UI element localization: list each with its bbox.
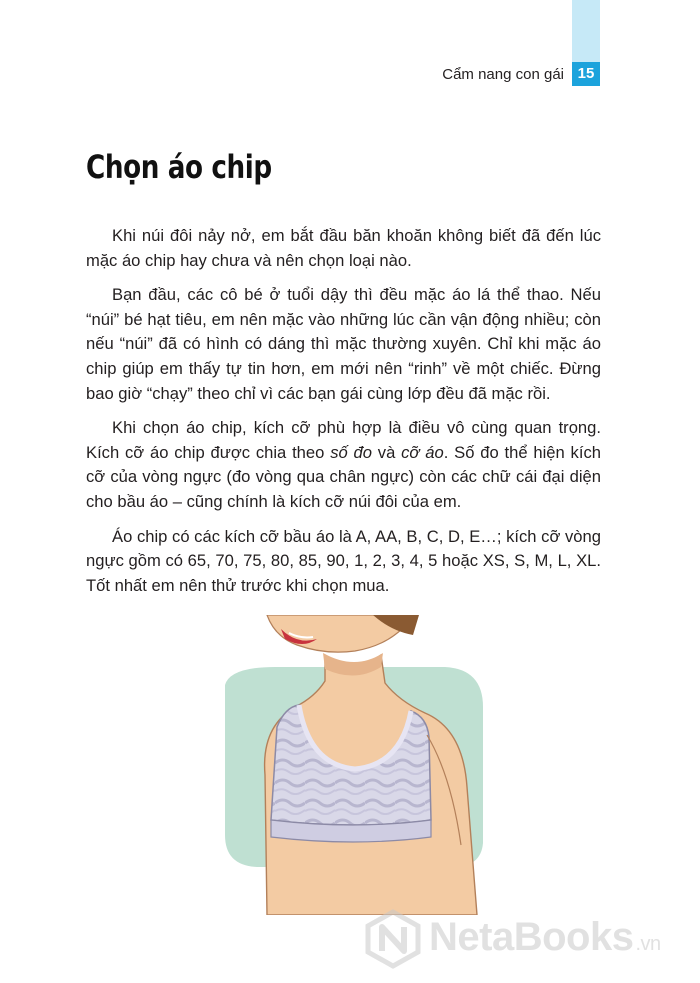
paragraph-2: Bạn đầu, các cô bé ở tuổi dậy thì đều mặc áo lá thể thao. Nếu “núi” bé hạt tiêu, em nên mặc vào những lúc cần vận động nhiều; còn nếu “núi” đã có hình có dáng thì mặc thường xuyên. Chỉ khi mặc áo chip giúp em thấy tự tin hơn, em mới nên “rinh” về một chiếc. Đừng bao giờ “chạy” theo chỉ vì các bạn gái cùng lớp đều đã mặc rồi. [86,285,601,403]
paragraph-4: Áo chip có các kích cỡ bầu áo là A, AA, B, C, D, E…; kích cỡ vòng ngực gồm có 65, 70, 75, 80, 85, 90, 1, 2, 3, 4, 5 hoặc XS, S, M, L, XL. Tốt nhất em nên thử trước khi chọn mua. [86,526,601,595]
netabooks-watermark-text [429,915,661,960]
chapter-title: Chọn áo chip [86,148,272,186]
sports-bra-illustration [215,615,495,915]
watermark-brand: NetaBooks [429,915,634,959]
netabooks-watermark [363,909,693,975]
paragraph-3-part-a: Khi chọn áo chip, kích cỡ phù hợp là điều vô cùng quan trọng. Kích cỡ áo chip được chia theo [86,418,601,462]
header-tab-decoration [572,0,600,62]
paragraph-3-part-b: và [371,442,402,462]
paragraph-3-part-c: . Số đo thể hiện kích cỡ của vòng ngực (đo vòng qua chân ngực) còn các chữ cái đại diện cho bầu áo – cũng chính là kích cỡ núi đôi của em. [86,442,601,511]
paragraph-3-emphasis-2: cỡ áo [401,442,444,462]
paragraph-3-emphasis-1: số đo [330,442,372,462]
body-text [86,224,601,608]
page-number: 15 [572,62,600,86]
paragraph-1: Khi núi đôi nảy nở, em bắt đầu băn khoăn không biết đã đến lúc mặc áo chip hay chưa và nên chọn loại nào. [86,226,601,270]
paragraph-3 [86,416,601,514]
netabooks-logo-icon [363,909,423,969]
watermark-suffix: .vn [635,933,661,955]
running-title: Cẩm nang con gái [442,66,564,83]
